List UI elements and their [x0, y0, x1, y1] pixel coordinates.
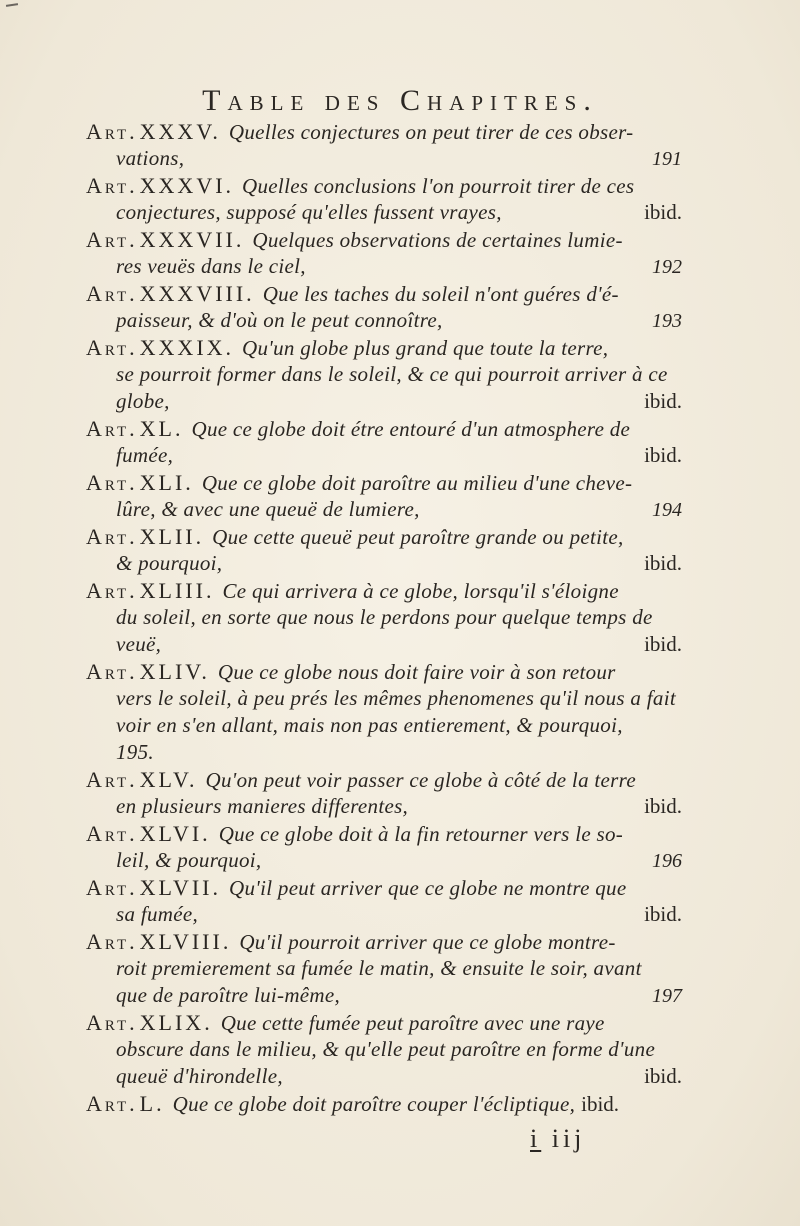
toc-line — [86, 712, 686, 739]
article-number: XLVI. — [139, 821, 211, 846]
article-number: XXXIX. — [139, 335, 235, 360]
article-title: fumée, — [116, 443, 174, 467]
table-of-contents — [86, 118, 686, 1117]
toc-line — [86, 253, 686, 280]
article-label: Art. — [86, 416, 138, 441]
article-title: Quelles conjectures on peut tirer de ces obser- — [228, 120, 634, 144]
toc-entry — [86, 820, 686, 874]
toc-line — [86, 793, 686, 820]
article-title: Quelles conclusions l'on pourroit tirer de ces — [242, 174, 635, 198]
toc-line — [86, 145, 686, 172]
article-number: XL. — [139, 416, 184, 441]
article-number: XXXVI. — [139, 173, 235, 198]
toc-line — [86, 388, 686, 415]
toc-line — [86, 1036, 686, 1063]
page-reference: ibid. — [581, 1092, 620, 1116]
article-label: Art. — [86, 524, 138, 549]
article-title: Que cette fumée peut paroître avec une raye — [220, 1011, 605, 1035]
page-reference: 196 — [652, 850, 682, 872]
article-title: du soleil, en sorte que nous le perdons pour quelque temps de — [116, 605, 653, 629]
article-number: L. — [139, 1091, 165, 1116]
article-label: Art. — [86, 929, 138, 954]
toc-line — [86, 739, 686, 766]
toc-line — [86, 658, 686, 685]
toc-line — [86, 469, 686, 496]
toc-line — [86, 550, 686, 577]
article-title: voir en s'en allant, mais non pas entierement, & pourquoi, — [116, 713, 623, 737]
article-number: XLVII. — [139, 875, 222, 900]
article-title: Que les taches du soleil n'ont guéres d'é- — [262, 282, 619, 306]
page-reference: ibid. — [644, 551, 682, 575]
article-title: res veuës dans le ciel, — [116, 254, 306, 278]
article-label: Art. — [86, 659, 138, 684]
article-number: XLVIII. — [139, 929, 232, 954]
toc-line — [86, 334, 686, 361]
page-reference: 197 — [652, 985, 682, 1007]
article-label: Art. — [86, 119, 138, 144]
toc-line — [86, 1009, 686, 1036]
page-reference: ibid. — [644, 443, 682, 467]
article-number: XLV. — [139, 767, 198, 792]
toc-line — [86, 847, 686, 874]
page-reference: ibid. — [644, 200, 682, 224]
page-reference: 191 — [652, 148, 682, 170]
toc-line — [86, 955, 686, 982]
toc-line — [86, 604, 686, 631]
article-label: Art. — [86, 227, 138, 252]
article-label: Art. — [86, 335, 138, 360]
article-number: XXXVII. — [139, 227, 245, 252]
article-number: XLIII. — [139, 578, 215, 603]
toc-entry — [86, 874, 686, 928]
page-reference: 193 — [652, 310, 682, 332]
page-reference: 192 — [652, 256, 682, 278]
article-label: Art. — [86, 821, 138, 846]
article-number: XLIX. — [139, 1010, 213, 1035]
page-reference: ibid. — [644, 902, 682, 926]
article-label: Art. — [86, 767, 138, 792]
article-title: lûre, & avec une queuë de lumiere, — [116, 497, 420, 521]
toc-line — [86, 928, 686, 955]
toc-entry — [86, 172, 686, 226]
article-title: vers le soleil, à peu prés les mêmes phenomenes qu'il nous a fait — [116, 686, 676, 710]
article-label: Art. — [86, 281, 138, 306]
article-label: Art. — [86, 470, 138, 495]
toc-line — [86, 172, 686, 199]
article-number: XLIV. — [139, 659, 210, 684]
toc-line — [86, 199, 686, 226]
article-title: Qu'il peut arriver que ce globe ne montre que — [229, 876, 627, 900]
toc-entry — [86, 226, 686, 280]
article-title: Que ce globe doit étre entouré d'un atmosphere de — [191, 417, 631, 441]
article-title: se pourroit former dans le soleil, & ce qui pourroit arriver à ce — [116, 362, 668, 386]
article-label: Art. — [86, 578, 138, 603]
toc-line — [86, 442, 686, 469]
page-reference: ibid. — [644, 632, 682, 656]
toc-line — [86, 820, 686, 847]
page-footer — [530, 1124, 585, 1154]
article-label: Art. — [86, 1010, 138, 1035]
article-title: Que ce globe doit à la fin retourner vers le so- — [218, 822, 624, 846]
article-title: que de paroître lui-même, — [116, 983, 341, 1007]
article-title: Qu'il pourroit arriver que ce globe montre- — [239, 930, 616, 954]
article-title: Que cette queuë peut paroître grande ou petite, — [212, 525, 624, 549]
article-label: Art. — [86, 1091, 138, 1116]
toc-line — [86, 361, 686, 388]
article-title: leil, & pourquoi, — [116, 848, 262, 872]
article-title: sa fumée, — [116, 902, 199, 926]
article-title: Qu'on peut voir passer ce globe à côté de la terre — [205, 768, 636, 792]
toc-line — [86, 1063, 686, 1090]
article-title: Qu'un globe plus grand que toute la terre, — [242, 336, 609, 360]
toc-line — [86, 523, 686, 550]
page-reference: ibid. — [644, 1064, 682, 1088]
page-reference: ibid. — [644, 389, 682, 413]
article-title: & pourquoi, — [116, 551, 223, 575]
article-title: Que ce globe nous doit faire voir à son retour — [217, 660, 616, 684]
toc-line — [86, 577, 686, 604]
toc-entry — [86, 658, 686, 766]
article-title: vations, — [116, 146, 185, 170]
toc-line — [86, 415, 686, 442]
article-title: obscure dans le milieu, & qu'elle peut paroître en forme d'une — [116, 1037, 656, 1061]
toc-line — [86, 226, 686, 253]
article-title: conjectures, supposé qu'elles fussent vrayes, — [116, 200, 502, 224]
signature-mark: i — [530, 1124, 542, 1153]
article-number: XLI. — [139, 470, 194, 495]
toc-entry — [86, 523, 686, 577]
toc-entry — [86, 334, 686, 415]
toc-entry — [86, 469, 686, 523]
toc-line — [86, 685, 686, 712]
toc-line — [86, 1090, 686, 1117]
article-title: paisseur, & d'où on le peut connoître, — [116, 308, 443, 332]
toc-line — [86, 496, 686, 523]
article-label: Art. — [86, 173, 138, 198]
article-title: en plusieurs manieres differentes, — [116, 794, 409, 818]
article-label: Art. — [86, 875, 138, 900]
toc-entry — [86, 577, 686, 658]
article-title: globe, — [116, 389, 170, 413]
toc-entry — [86, 1090, 686, 1117]
toc-entry — [86, 928, 686, 1009]
article-title: roit premierement sa fumée le matin, & ensuite le soir, avant — [116, 956, 642, 980]
toc-entry — [86, 1009, 686, 1090]
article-title: Quelques observations de certaines lumie- — [252, 228, 623, 252]
toc-line — [86, 118, 686, 145]
page-reference: 194 — [652, 499, 682, 521]
toc-line — [86, 901, 686, 928]
article-number: XXXVIII. — [139, 281, 255, 306]
article-title: Que ce globe doit paroître au milieu d'une cheve- — [201, 471, 633, 495]
page-number: iij — [551, 1124, 586, 1153]
page-title: Table des Chapitres. — [202, 84, 598, 117]
article-number: XLII. — [139, 524, 205, 549]
article-title: queuë d'hirondelle, — [116, 1064, 283, 1088]
article-title: Ce qui arrivera à ce globe, lorsqu'il s'éloigne — [222, 579, 619, 603]
article-title: veuë, — [116, 632, 162, 656]
toc-entry — [86, 415, 686, 469]
toc-line — [86, 631, 686, 658]
toc-line — [86, 307, 686, 334]
article-title: Que ce globe doit paroître couper l'écliptique, — [172, 1092, 576, 1116]
toc-line — [86, 874, 686, 901]
margin-mark — [6, 3, 18, 7]
toc-line — [86, 280, 686, 307]
toc-line — [86, 766, 686, 793]
toc-entry — [86, 766, 686, 820]
article-number: XXXV. — [139, 119, 221, 144]
toc-entry — [86, 280, 686, 334]
toc-line — [86, 982, 686, 1009]
page-reference: ibid. — [644, 794, 682, 818]
article-title: 195. — [116, 740, 154, 764]
toc-entry — [86, 118, 686, 172]
